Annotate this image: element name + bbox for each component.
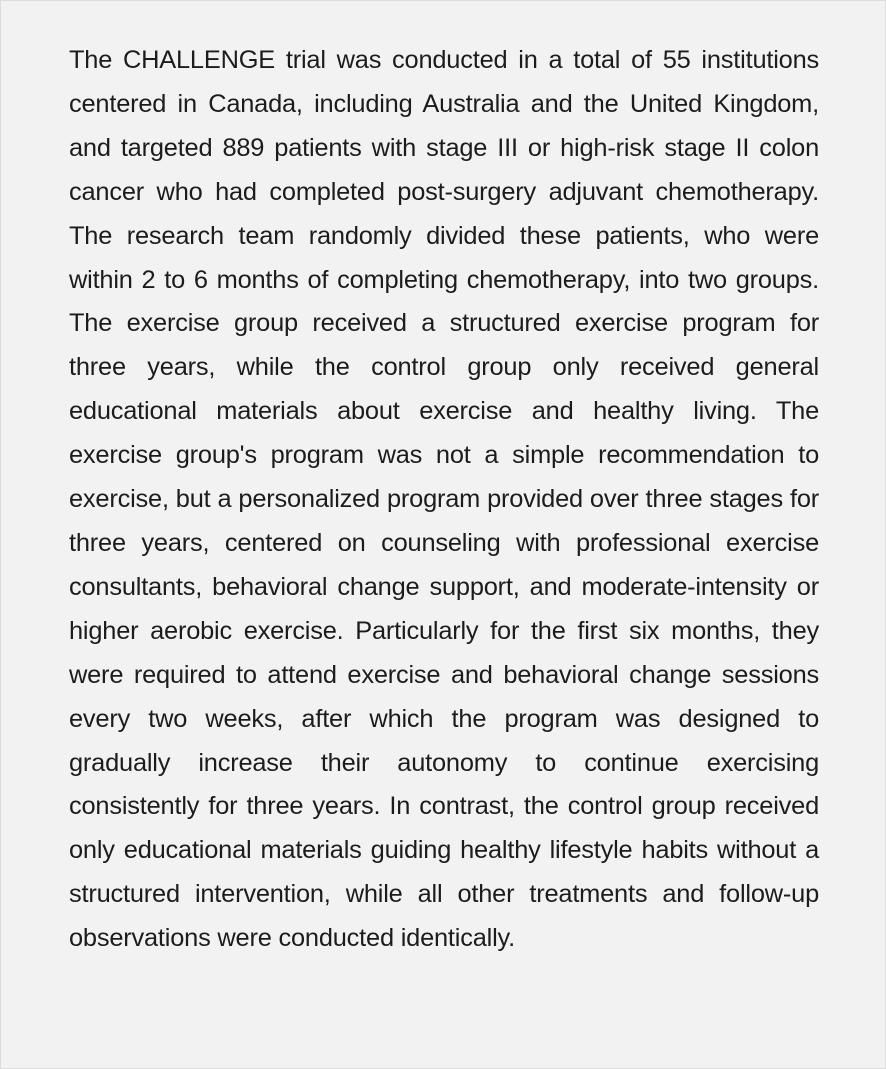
body-paragraph: The CHALLENGE trial was conducted in a total of 55 institutions centered in Canada, including Australia and the United Kingdom, and targeted 889 patients with stage III or high-risk stage II colon cancer who had completed post-surgery adjuvant chemotherapy. The research team randomly divided these patients, who were within 2 to 6 months of completing chemotherapy, into two groups. The exercise group received a structured exercise program for three years, while the control group only received general educational materials about exercise and healthy living. The exercise group's program was not a simple recommendation to exercise, but a personalized program provided over three stages for three years, centered on counseling with professional exercise consultants, behavioral change support, and moderate-intensity or higher aerobic exercise. Particularly for the first six months, they were required to attend exercise and behavioral change sessions every two weeks, after which the program was designed to gradually increase their autonomy to continue exercising consistently for three years. In contrast, the control group received only educational materials guiding healthy lifestyle habits without a structured intervention, while all other treatments and follow-up observations were conducted identically. — [69, 46, 819, 953]
